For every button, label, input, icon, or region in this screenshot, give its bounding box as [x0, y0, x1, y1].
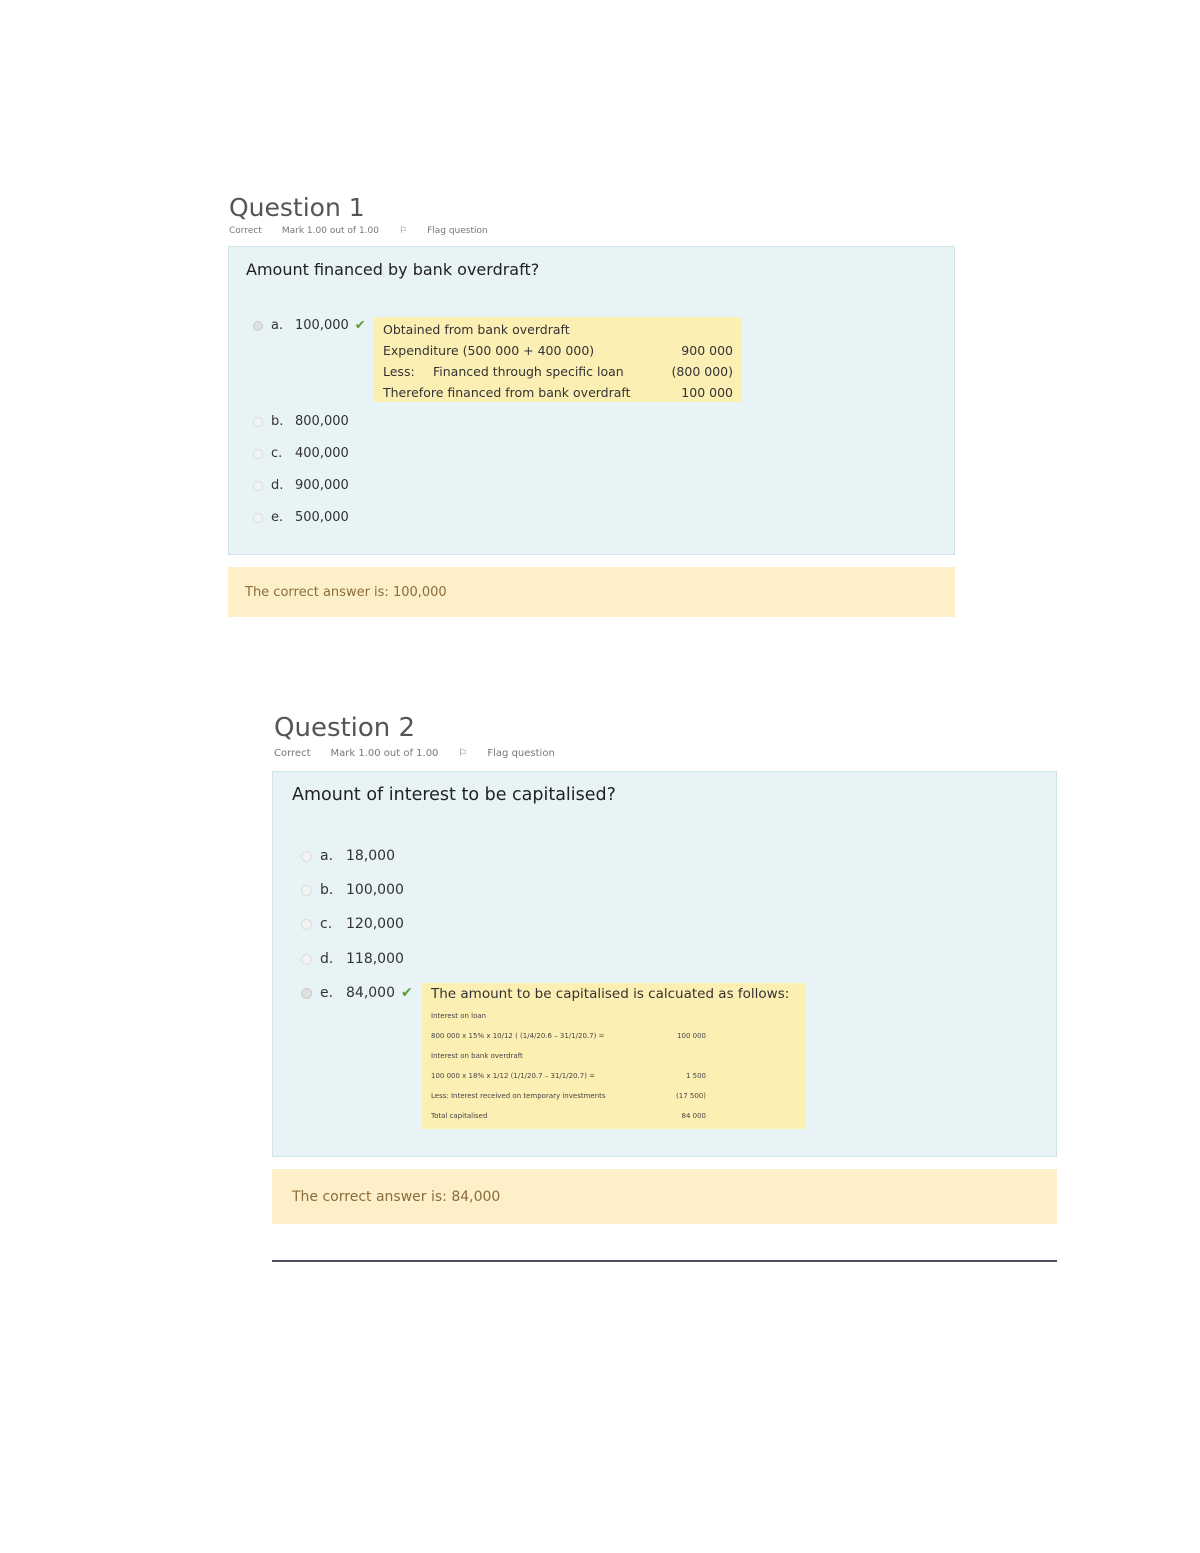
question-mark: Mark 1.00 out of 1.00 — [281, 226, 379, 236]
answer-option-c[interactable] — [253, 446, 349, 461]
answer-option-b[interactable] — [301, 882, 404, 898]
radio-icon[interactable] — [301, 919, 312, 930]
radio-icon[interactable] — [253, 449, 263, 459]
option-letter: a. — [271, 318, 284, 333]
question-1-panel — [228, 246, 955, 555]
feedback-row-label: Obtained from bank overdraft — [383, 322, 570, 337]
feedback-row-label: Interest on loan — [431, 1012, 487, 1020]
option-letter: c. — [271, 446, 283, 461]
question-1-header — [229, 193, 528, 236]
divider — [272, 1260, 1057, 1262]
option-letter: a. — [320, 848, 334, 864]
question-status: Correct — [274, 748, 311, 759]
feedback-row-amount: 900 000 — [681, 343, 733, 358]
option-letter: d. — [271, 478, 284, 493]
option-value: 400,000 — [295, 446, 349, 461]
answer-option-b[interactable] — [253, 414, 349, 429]
option-letter: e. — [320, 985, 334, 1001]
feedback-row-sublabel: Financed through specific loan — [433, 364, 624, 379]
feedback-row-amount — [666, 1046, 706, 1066]
question-title: Question 2 — [274, 713, 416, 743]
option-letter: b. — [320, 882, 334, 898]
question-mark: Mark 1.00 out of 1.00 — [330, 748, 439, 759]
flag-question-link[interactable]: ⚐ Flag question — [458, 748, 555, 759]
question-title: Question 1 — [229, 193, 365, 222]
feedback-row-label: 100 000 x 18% x 1/12 (1/1/20.7 – 31/1/20.7) = — [431, 1072, 596, 1080]
question-2-header — [274, 713, 595, 759]
feedback-row-amount: 100 000 — [677, 1032, 706, 1040]
radio-icon[interactable] — [253, 513, 263, 523]
question-2-panel — [272, 771, 1057, 1157]
radio-icon[interactable] — [253, 481, 263, 491]
correct-answer-text: The correct answer is: 100,000 — [245, 584, 447, 600]
feedback-row-amount: 84 000 — [681, 1112, 706, 1120]
option-letter: e. — [271, 510, 284, 525]
feedback-row-amount — [666, 1006, 706, 1026]
radio-icon[interactable] — [253, 417, 263, 427]
option-value: 500,000 — [295, 510, 349, 525]
answer-option-d[interactable] — [301, 951, 404, 967]
check-icon: ✔ — [354, 318, 366, 333]
answer-option-a[interactable] — [253, 318, 366, 333]
feedback-row-amount: (17 500) — [676, 1092, 706, 1100]
answer-option-d[interactable] — [253, 478, 349, 493]
question-text: Amount financed by bank overdraft? — [246, 260, 540, 279]
option-letter: b. — [271, 414, 284, 429]
feedback-row-label: 800 000 x 15% x 10/12 ( (1/4/20.6 – 31/1/20.7) = — [431, 1032, 605, 1040]
check-icon: ✔ — [401, 985, 413, 1001]
feedback-row-amount: 100 000 — [681, 385, 733, 400]
correct-answer-box — [228, 567, 955, 617]
feedback-row-label: Expenditure (500 000 + 400 000) — [383, 343, 595, 358]
option-value: 900,000 — [295, 478, 349, 493]
radio-icon[interactable] — [253, 321, 263, 331]
feedback-row-label: Interest on bank overdraft — [431, 1052, 523, 1060]
question-status: Correct — [229, 226, 262, 236]
feedback-row-amount: (800 000) — [671, 364, 733, 379]
feedback-heading: The amount to be capitalised is calcuated as follows: — [431, 986, 790, 1002]
answer-option-a[interactable] — [301, 848, 395, 864]
option-letter: d. — [320, 951, 334, 967]
feedback-box — [373, 317, 741, 402]
feedback-row-label: Total capitalised — [431, 1112, 488, 1120]
feedback-row-label: Less: Interest received on temporary investments — [431, 1092, 606, 1100]
radio-icon[interactable] — [301, 885, 312, 896]
radio-icon[interactable] — [301, 851, 312, 862]
answer-option-c[interactable] — [301, 916, 404, 932]
correct-answer-text: The correct answer is: 84,000 — [292, 1188, 501, 1205]
radio-icon[interactable] — [301, 954, 312, 965]
option-value: 18,000 — [346, 848, 395, 864]
flag-icon: ⚐ — [458, 748, 468, 759]
option-value: 100,000 — [295, 318, 349, 333]
option-value: 118,000 — [346, 951, 404, 967]
radio-icon[interactable] — [301, 988, 312, 999]
feedback-row-amount: 1 500 — [685, 1072, 706, 1080]
option-letter: c. — [320, 916, 333, 932]
flag-icon: ⚐ — [399, 226, 408, 236]
feedback-row-label: Less: — [383, 364, 415, 379]
option-value: 100,000 — [346, 882, 404, 898]
answer-option-e[interactable] — [301, 985, 413, 1001]
option-value: 800,000 — [295, 414, 349, 429]
question-text: Amount of interest to be capitalised? — [292, 785, 616, 805]
option-value: 84,000 — [346, 985, 395, 1001]
answer-option-e[interactable] — [253, 510, 349, 525]
feedback-box — [422, 983, 806, 1129]
option-value: 120,000 — [346, 916, 404, 932]
correct-answer-box — [272, 1169, 1057, 1224]
feedback-row-amount — [662, 319, 733, 340]
feedback-row-label: Therefore financed from bank overdraft — [383, 385, 631, 400]
flag-question-link[interactable]: ⚐ Flag question — [399, 226, 488, 236]
